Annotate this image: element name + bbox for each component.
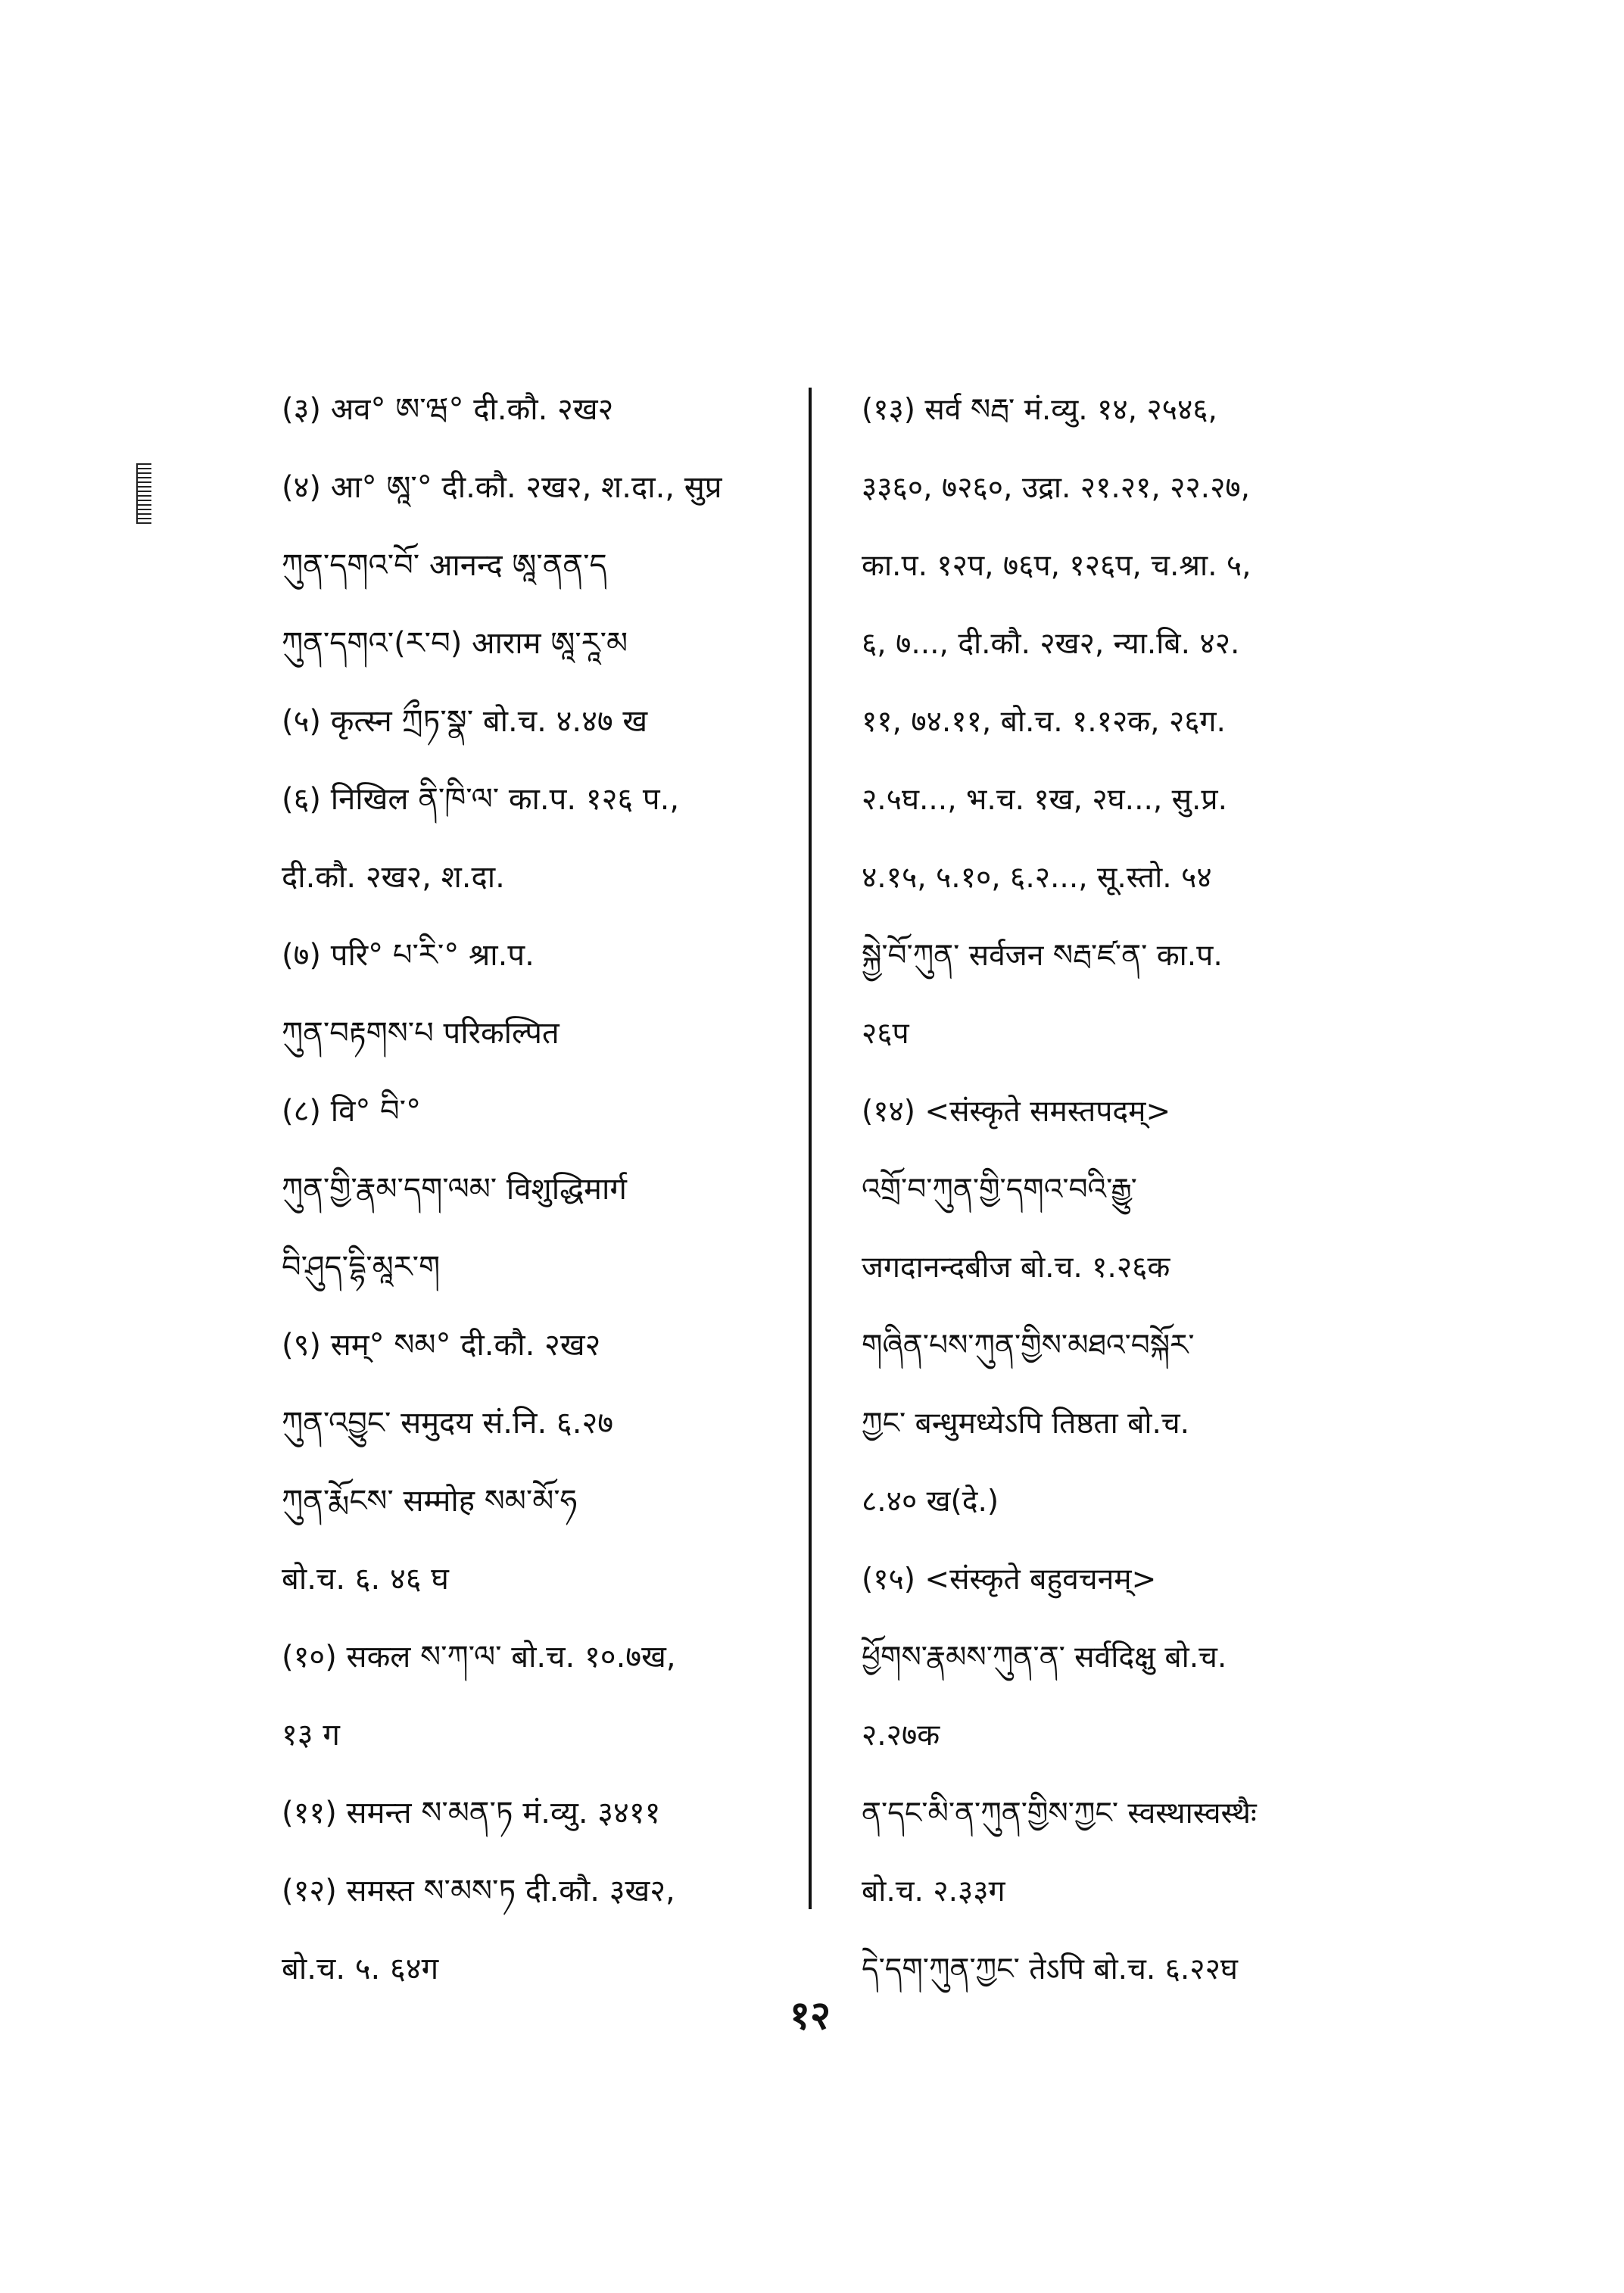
right-line: ११, ७४.११, बो.च. १.१२क, २६ग. <box>862 705 1226 739</box>
left-line: ཀུན་དགའ་བོ་ आनन्द ཨཱ་ནན་ད <box>282 548 607 583</box>
left-line: (१०) सकल ས་ཀ་ལ་ बो.च. १०.७ख, <box>282 1640 676 1675</box>
right-line: २.५घ..., भ.च. १ख, २घ..., सु.प्र. <box>862 783 1228 817</box>
right-line: གཞིན་པས་ཀུན་གྱིས་མཐའ་བསྐོར་ <box>862 1329 1195 1363</box>
right-line: जगदानन्दबीज बो.च. १.२६क <box>862 1251 1170 1285</box>
right-line: ३३६०, ७२६०, उद्रा. २१.२१, २२.२७, <box>862 471 1251 505</box>
right-line: ६, ७..., दी.कौ. २ख२, न्या.बि. ४२. <box>862 627 1240 661</box>
left-line: (८) वि° བི་° <box>282 1094 422 1129</box>
right-line: སྐྱེ་བོ་ཀུན་ सर्वजन སརྦ་ཛ་ན་ का.प. <box>862 939 1223 973</box>
left-line: ཀུན་བརྟགས་པ परिकल्पित <box>282 1016 560 1051</box>
right-line: (१३) सर्व སརྦ་ मं.व्यु. १४, २५४६, <box>862 393 1217 427</box>
left-line: (११) समन्त ས་མན་ཏ मं.व्यु. ३४११ <box>282 1796 661 1830</box>
left-line: ཀུན་གྱི་རྣམ་དག་ལམ་ विशुद्धिमार्ग <box>282 1172 627 1207</box>
left-line: बो.च. ५. ६४ग <box>282 1952 439 1986</box>
left-line: दी.कौ. २ख२, श.दा. <box>282 860 505 895</box>
left-line: (६) निखिल ནི་ཁི་ལ་ का.प. १२६ प., <box>282 782 680 817</box>
right-line: का.प. १२प, ७६प, १२६प, च.श्रा. ५, <box>862 549 1252 583</box>
right-line: དེ་དག་ཀུན་ཀྱང་ तेऽपि बो.च. ६.२२घ <box>862 1952 1238 1986</box>
right-line: बो.च. २.३३ग <box>862 1874 1005 1908</box>
right-line: ན་དང་མི་ན་ཀུན་གྱིས་ཀྱང་ स्वस्थास्वस्थैः <box>862 1796 1257 1830</box>
right-line: འགྲོ་བ་ཀུན་གྱི་དགའ་བའི་རྒྱུ་ <box>862 1173 1137 1207</box>
left-line: ཀུན་རྨོངས་ सम्मोह སམ་མོ་ཧ <box>282 1484 578 1519</box>
right-line: २.२७क <box>862 1718 940 1752</box>
left-line: (४) आ° ཨཱ་° दी.कौ. २ख२, श.दा., सुप्र <box>282 470 722 505</box>
margin-tick-mark <box>136 463 151 524</box>
left-line: (७) परि° པ་རི་° श्रा.प. <box>282 938 535 973</box>
left-line: (१२) समस्त ས་མས་ཏ दी.कौ. ३ख२, <box>282 1874 675 1908</box>
left-line: बो.च. ६. ४६ घ <box>282 1562 449 1597</box>
left-line: ཀུན་འབྱུང་ समुदय सं.नि. ६.२७ <box>282 1406 614 1441</box>
left-line: (३) अव° ཨ་ཝ° दी.कौ. २ख२ <box>282 392 614 427</box>
left-line: (९) सम्° སམ° दी.कौ. २ख२ <box>282 1328 601 1363</box>
right-line: ཀྱང་ बन्धुमध्येऽपि तिष्ठता बो.च. <box>862 1407 1190 1441</box>
column-divider <box>809 388 812 1909</box>
page-number: १२ <box>789 1993 831 2039</box>
right-line: (१४) <संस्कृते समस्तपदम्> <box>862 1095 1171 1129</box>
left-line: १३ ग <box>282 1718 340 1752</box>
right-line: ४.१५, ५.१०, ६.२..., सू.स्तो. ५४ <box>862 861 1212 895</box>
right-line: २६प <box>862 1017 909 1051</box>
left-column <box>282 371 812 2008</box>
left-line: ཀུན་དགའ་(ར་བ) आराम ཨཱ་རཱ་མ <box>282 626 628 661</box>
right-line: ८.४० ख(दे.) <box>862 1485 999 1519</box>
left-line: (५) कृत्स्न ཀྲྀཏ་སྣ་ बो.च. ४.४७ ख <box>282 704 648 739</box>
left-line: བི་ཤུད་དྷི་མཱར་ག <box>282 1250 441 1285</box>
right-column <box>862 371 1437 2008</box>
right-line: (१५) <संस्कृते बहुवचनम्> <box>862 1562 1157 1597</box>
right-line: ཕྱོགས་རྣམས་ཀུན་ན་ सर्वदिक्षु बो.च. <box>862 1640 1227 1675</box>
